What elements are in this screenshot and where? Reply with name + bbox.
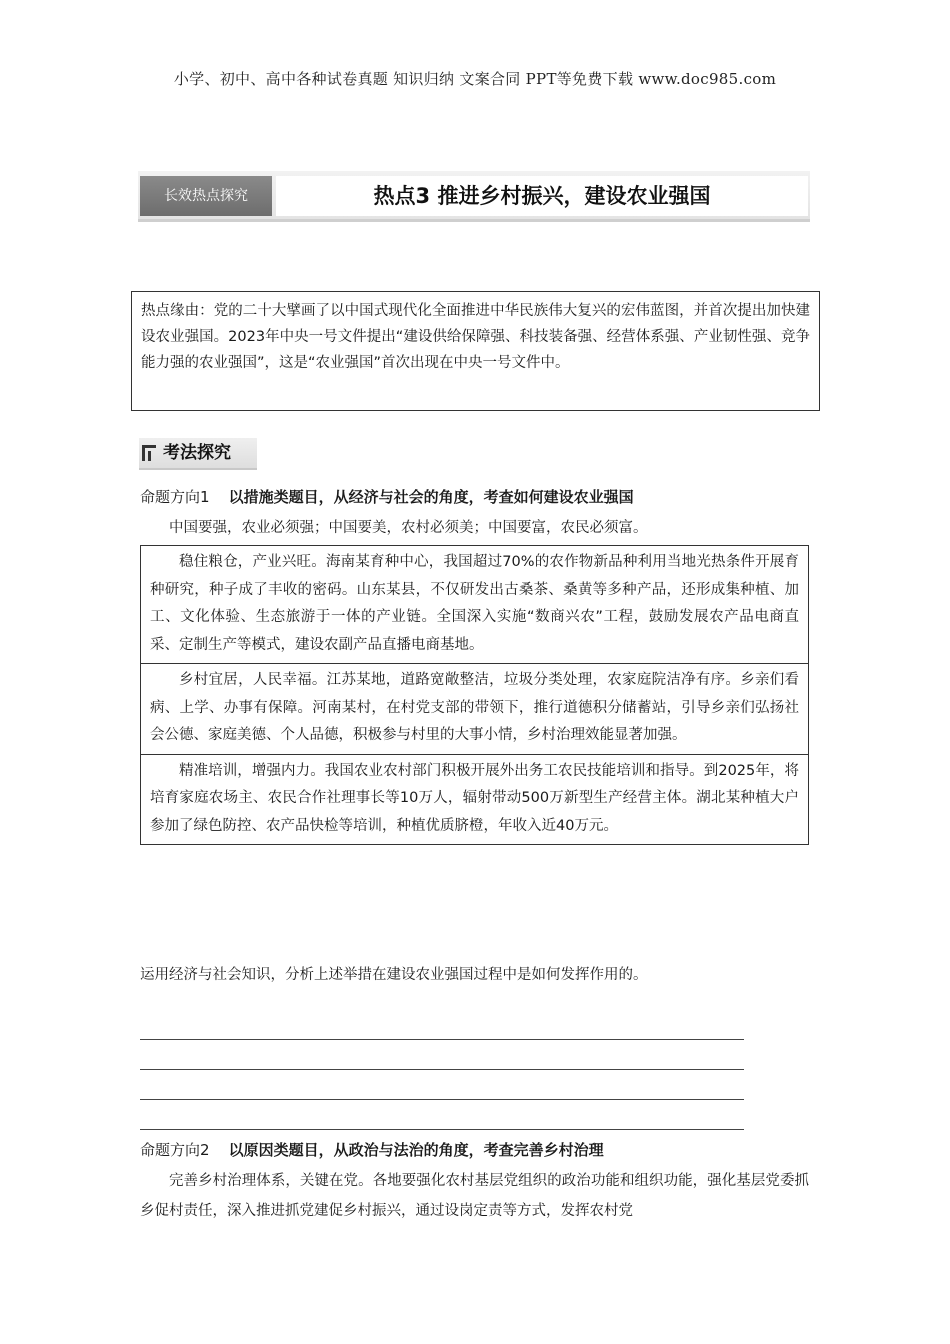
answer-line[interactable] bbox=[140, 1040, 744, 1070]
direction1-question: 运用经济与社会知识，分析上述举措在建设农业强国过程中是如何发挥作用的。 bbox=[140, 967, 648, 983]
direction1-title: 以措施类题目，从经济与社会的角度，考查如何建设农业强国 bbox=[228, 488, 634, 506]
answer-area[interactable] bbox=[140, 1010, 744, 1130]
case-cell-2: 乡村宜居，人民幸福。江苏某地，道路宽敞整洁，垃圾分类处理，农家庭院洁净有序。乡亲们看病、上学、办事有保障。河南某村，在村党支部的带领下，推行道德积分储蓄站，引导乡亲们弘扬社会公德、家庭美德、个人品德，积极参与村里的大事小情，乡村治理效能显著加强。 bbox=[141, 664, 809, 755]
direction2-text: 完善乡村治理体系，关键在党。各地要强化农村基层党组织的政治功能和组织功能，强化基层党委抓乡促村责任，深入推进抓党建促乡村振兴，通过设岗定责等方式，发挥农村党 bbox=[140, 1173, 809, 1219]
answer-line[interactable] bbox=[140, 1070, 744, 1100]
page-header: 小学、初中、高中各种试卷真题 知识归纳 文案合同 PPT等免费下载 www.doc985.com bbox=[173, 70, 777, 88]
direction2-label: 命题方向2 bbox=[140, 1141, 210, 1159]
title-tag: 长效热点探究 bbox=[140, 176, 272, 216]
answer-line[interactable] bbox=[140, 1100, 744, 1130]
direction1-heading bbox=[140, 485, 634, 509]
intro-box bbox=[131, 291, 820, 411]
section-title: 考法探究 bbox=[163, 443, 231, 463]
direction1-lead: 中国要强，农业必须强；中国要美，农村必须美；中国要富，农民必须富。 bbox=[169, 520, 648, 536]
case-cell-1: 稳住粮仓，产业兴旺。海南某育种中心，我国超过70%的农作物新品种利用当地光热条件开展育种研究，种子成了丰收的密码。山东某县，不仅研发出古桑茶、桑黄等多种产品，还形成集种植、加工、文化体验、生态旅游于一体的产业链。全国深入实施“数商兴农”工程，鼓励发展农产品电商直采、定制生产等模式，建设农副产品直播电商基地。 bbox=[141, 546, 809, 664]
answer-line[interactable] bbox=[140, 1010, 744, 1040]
case-table bbox=[140, 545, 809, 845]
direction2-heading bbox=[140, 1138, 604, 1162]
direction2-title: 以原因类题目，从政治与法治的角度，考查完善乡村治理 bbox=[228, 1141, 604, 1159]
intro-text: 热点缘由：党的二十大擘画了以中国式现代化全面推进中华民族伟大复兴的宏伟蓝图，并首次提出加快建设农业强国。2023年中央一号文件提出“建设供给保障强、科技装备强、经营体系强、产业韧性强、竞争能力强的农业强国”，这是“农业强国”首次出现在中央一号文件中。 bbox=[141, 303, 810, 371]
case-row bbox=[141, 754, 809, 845]
case-row bbox=[141, 664, 809, 755]
case-row bbox=[141, 546, 809, 664]
case-cell-3: 精准培训，增强内力。我国农业农村部门积极开展外出务工农民技能培训和指导。到2025年，将培育家庭农场主、农民合作社理事长等10万人，辐射带动500万新型生产经营主体。湖北某种植大户参加了绿色防控、农产品快检等培训，种植优质脐橙，年收入近40万元。 bbox=[141, 754, 809, 845]
page-title: 热点3 推进乡村振兴，建设农业强国 bbox=[276, 176, 808, 216]
direction1-label: 命题方向1 bbox=[140, 488, 210, 506]
section-bracket-icon bbox=[142, 445, 156, 461]
